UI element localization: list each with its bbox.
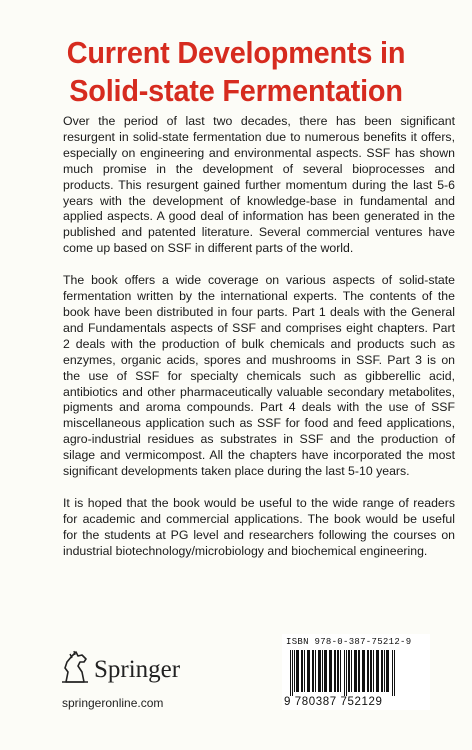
barcode-bars [288,650,424,696]
title-line-2: Solid-state Fermentation [69,73,403,108]
book-title [17,34,456,110]
blurb-paragraph-1: Over the period of last two decades, there has been significant resurgent in solid-state fermentation due to numerous benefits it offers, especially on engineering and environmental aspects. SSF has shown much promise in the development of several bioprocesses and products. This resurgent gained further momentum during the last 5-6 years with the development of knowledge-base in fundamental and applied aspects. A good deal of information has been generated in the published and patented literature. Several commercial ventures have come up based on SSF in different parts of the world. [63,114,455,256]
publisher-url: springeronline.com [62,696,164,710]
springer-horse-icon [60,650,92,684]
isbn-barcode [282,634,430,710]
title-line-1: Current Developments in [66,35,406,70]
publisher-name: Springer [94,656,181,683]
isbn-label: ISBN 978-0-387-75212-9 [286,637,412,647]
blurb-paragraph-3: It is hoped that the book would be useful to the wide range of readers for academic and commercial applications. The book would be useful for the students at PG level and researchers following the courses on industrial biotechnology/microbiology and biochemical engineering. [63,495,455,558]
springer-logo [60,650,190,690]
barcode-number: 9 780387 752129 [284,696,383,708]
blurb-paragraph-2: The book offers a wide coverage on various aspects of solid-state fermentation written by the international experts. The contents of the book have been distributed in four parts. Part 1 deals with the General and Fundamentals aspects of SSF and comprises eight chapters. Part 2 deals with the production of bulk chemicals and products such as enzymes, organic acids, spores and mushrooms in SSF. Part 3 is on the use of SSF for specialty chemicals such as gibberellic acid, antibiotics and other pharmaceutically valuable secondary metabolites, pigments and aroma compounds. Part 4 deals with the use of SSF miscellaneous application such as SSF for food and feed applications, agro-industrial residues as substrates in SSF and the production of silage and vermicompost. All the chapters have incorporated the most significant developments taken place during the last 5-10 years. [63,273,455,479]
back-cover-blurb [63,114,455,576]
